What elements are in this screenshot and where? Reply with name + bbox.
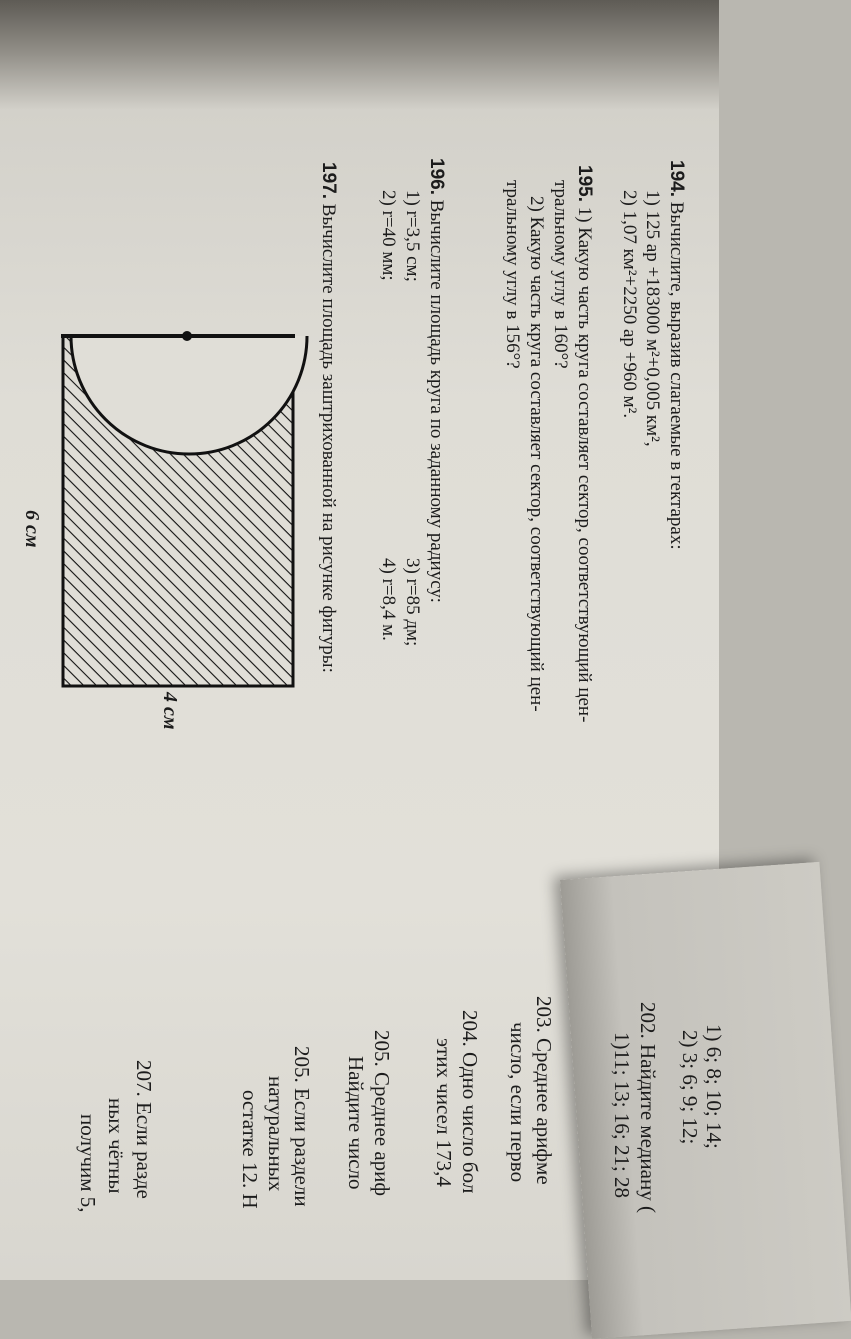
facing-line-11: 205. Если раздели xyxy=(290,1046,314,1207)
facing-line-4: 1)11; 13; 16; 21; 28 xyxy=(610,1032,634,1199)
figure-label-width: 4 см xyxy=(159,692,181,730)
problem-195-line-3: 2) Какую часть круга составляет сектор, соответствующий цен- xyxy=(526,196,547,712)
problem-194-item-2: 2) 1,07 км²+2250 ар +960 м². xyxy=(619,190,640,419)
problem-195-line-2: тральному углу в 160°? xyxy=(550,180,571,369)
problem-196-text: Вычислите площадь круга по заданному радиусу: xyxy=(426,199,447,603)
problem-196-item-1: 1) r=3,5 см; xyxy=(402,190,423,282)
problem-195-number: 195. xyxy=(574,165,595,202)
problem-196-item-2: 2) r=40 мм; xyxy=(378,190,399,281)
problem-196-item-4: 4) r=8,4 м. xyxy=(378,558,399,641)
problem-194-item-1: 1) 125 ар +183000 м²+0,005 км², xyxy=(642,190,663,447)
problem-197-number: 197. xyxy=(318,162,339,199)
facing-line-8: этих чисел 173,4 xyxy=(432,1038,456,1187)
facing-line-7: 204. Одно число бол xyxy=(458,1010,482,1194)
facing-line-15: ных чётны xyxy=(104,1098,128,1194)
problem-194-number: 194. xyxy=(666,160,687,197)
problem-194-text: Вычислите, выразив слагаемые в гектарах: xyxy=(666,201,687,550)
facing-line-10: Найдите число xyxy=(344,1056,368,1190)
facing-line-2: 2) 3; 6; 9; 12; xyxy=(678,1030,702,1145)
problem-195-line-4: тральному углу в 156°? xyxy=(502,180,523,369)
problem-196-number: 196. xyxy=(426,158,447,195)
facing-line-13: остатке 12. Н xyxy=(238,1090,262,1209)
problem-197-text: Вычислите площадь заштрихованной на рисунке фигуры: xyxy=(318,203,339,673)
facing-line-14: 207. Если разде xyxy=(132,1060,156,1199)
facing-line-9: 205. Среднее ариф xyxy=(370,1030,394,1197)
facing-line-6: число, если перво xyxy=(506,1022,530,1183)
problem-196-item-3: 3) r=85 дм; xyxy=(402,558,423,647)
figure-label-height: 6 см xyxy=(21,510,43,548)
facing-line-3: 202. Найдите медиану ( xyxy=(636,1002,660,1213)
problem-195-line-1: 1) Какую часть круга составляет сектор, соответствующий цен- xyxy=(574,206,595,723)
facing-line-1: 1) 6; 8; 10; 14; xyxy=(702,1024,726,1149)
facing-line-12: натуральных xyxy=(264,1076,288,1192)
facing-line-16: получим 5, xyxy=(76,1114,100,1213)
facing-line-5: 203. Среднее арифме xyxy=(532,996,556,1185)
